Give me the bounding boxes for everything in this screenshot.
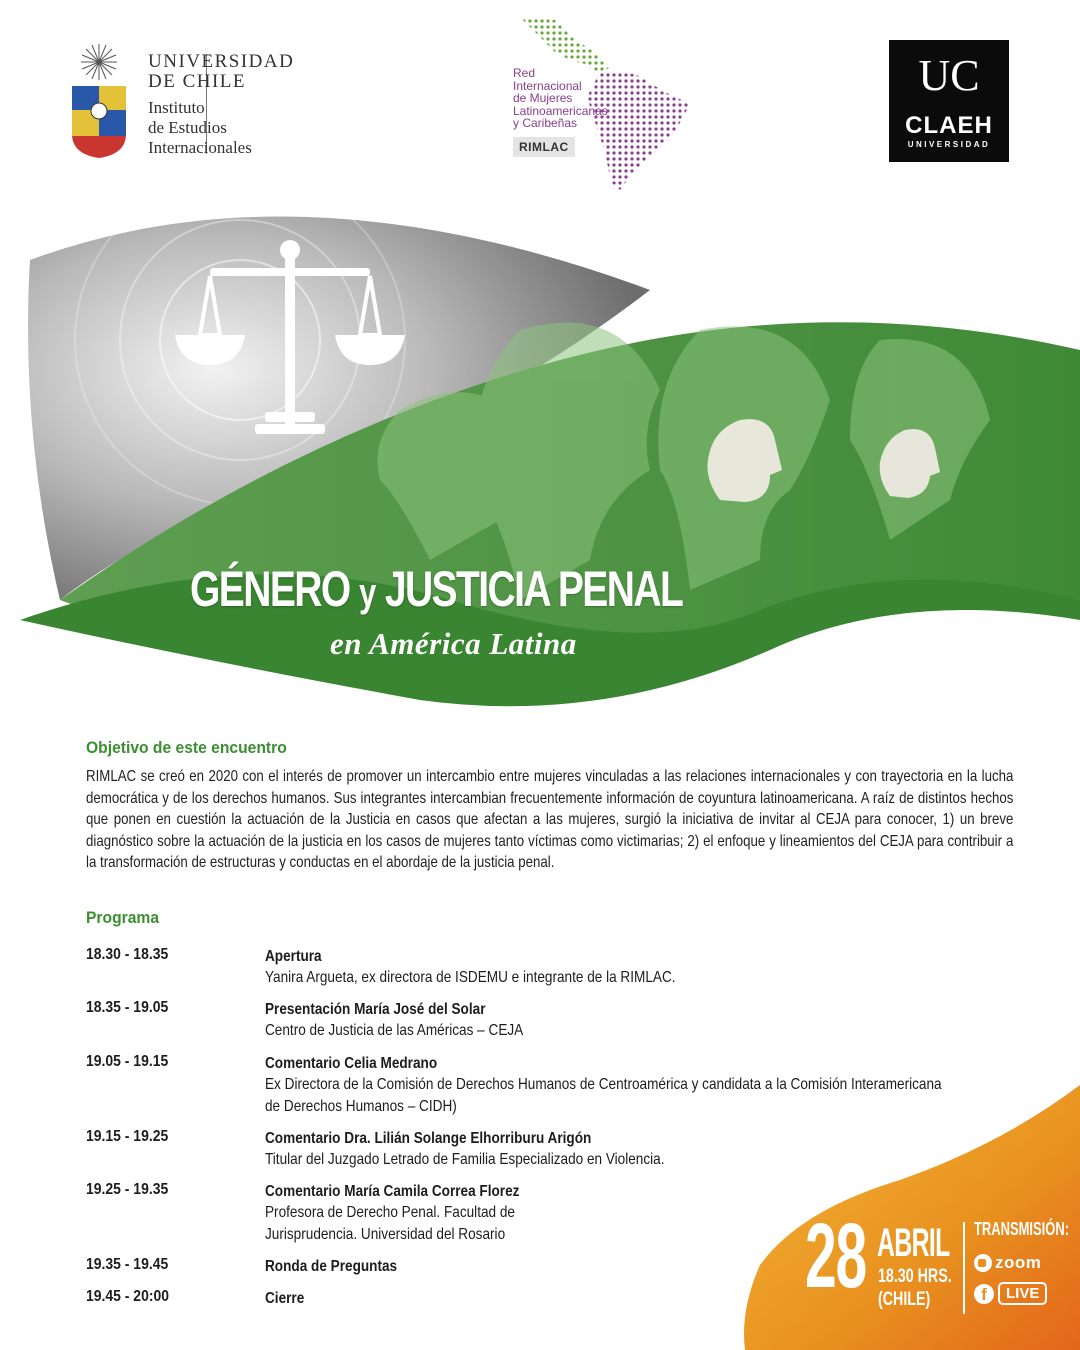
claeh-subtitle: UNIVERSIDAD (907, 140, 991, 149)
university-name (148, 52, 294, 92)
program-heading-text: Cierre (265, 1290, 305, 1307)
institute-name-line: Instituto (148, 98, 205, 117)
page-subtitle: en América Latina (330, 626, 577, 661)
objective-heading: Objetivo de este encuentro (86, 738, 287, 757)
universidad-de-chile-logo (70, 42, 310, 162)
rimlac-name-line: de Mujeres (513, 91, 573, 105)
claeh-name: CLAEH (905, 112, 993, 139)
program-description: Titular del Juzgado Letrado de Familia Especializado en Violencia. (265, 1151, 665, 1168)
zoom-icon (974, 1254, 992, 1272)
program-heading-text: Presentación María José del Solar (265, 1001, 486, 1018)
program-time: 18.30 - 18.35 (86, 946, 169, 963)
program-heading-text: Comentario Dra. Lilián Solange Elhorriburu Arigón (265, 1130, 592, 1147)
program-time: 19.35 - 19.45 (86, 1256, 169, 1273)
title-part-justicia: JUSTICIA PENAL (384, 561, 683, 617)
university-name-line: DE CHILE (148, 71, 247, 92)
title-part-genero: GÉNERO (190, 561, 350, 617)
program-time: 19.05 - 19.15 (86, 1053, 169, 1070)
program-description: Ex Directora de la Comisión de Derechos Humanos de Centroamérica y candidata a la Comisión Interamericana de Derechos Humanos – CIDH) (265, 1076, 942, 1115)
program-time: 19.15 - 19.25 (86, 1128, 169, 1145)
program-time: 18.35 - 19.05 (86, 999, 169, 1016)
claeh-logo (889, 40, 1009, 162)
university-seal-icon (70, 42, 128, 158)
event-hour: 18.30 HRS. (878, 1266, 952, 1287)
institute-name-line: Internacionales (148, 138, 252, 157)
rimlac-name-line: y Caribeñas (513, 116, 578, 130)
program-heading-text: Ronda de Preguntas (265, 1258, 398, 1275)
program-heading-text: Comentario María Camila Correa Florez (265, 1183, 520, 1200)
page-title (190, 560, 683, 618)
rimlac-name-line: Latinoamericanas (513, 103, 608, 118)
date-corner-shape (700, 1085, 1080, 1350)
date-divider (963, 1222, 965, 1314)
rimlac-name-line: Internacional (513, 78, 582, 93)
rimlac-badge: RIMLAC (513, 137, 575, 157)
institute-name (148, 98, 252, 158)
program-description: Centro de Justicia de las Américas – CEJA (265, 1022, 524, 1039)
program-heading: Programa (86, 908, 160, 927)
rimlac-name-line: Red (513, 66, 536, 80)
program-heading-text: Comentario Celia Medrano (265, 1055, 438, 1072)
event-day: 28 (805, 1205, 866, 1307)
zoom-link[interactable] (974, 1252, 1041, 1273)
facebook-icon: f (974, 1284, 994, 1304)
program-heading-text: Apertura (265, 948, 322, 965)
objective-body: RIMLAC se creó en 2020 con el interés de promover un intercambio entre mujeres vinculadas a las relaciones internacionales y con trayectoria en la lucha democrática y de los derechos humanos. Sus integrantes intercambian frecuentemente información de coyuntura latinoamericana. A raíz de distintos hechos que ponen en cuestión la actuación de la Justicia en casos que afectan a las mujeres, surgió la iniciativa de invitar al CEJA para conocer, 1) un breve diagnóstico sobre la actuación de la justicia en los casos de mujeres tanto víctimas como victimarias; 2) el enfoque y lineamientos del CEJA para contribuir a la transformación de estructuras y conductas en el abordaje de la justicia penal. (86, 768, 1014, 871)
live-label: LIVE (998, 1282, 1047, 1305)
university-name-line: UNIVERSIDAD (148, 51, 295, 72)
program-time: 19.45 - 20:00 (86, 1288, 169, 1305)
rimlac-logo (505, 12, 695, 192)
institute-name-line: de Estudios (148, 118, 227, 137)
program-description: Profesora de Derecho Penal. Facultad de Jurisprudencia. Universidad del Rosario (265, 1204, 515, 1243)
zoom-label: zoom (995, 1252, 1042, 1272)
facebook-live-link[interactable] (974, 1282, 1047, 1305)
event-month: ABRIL (877, 1221, 950, 1265)
rimlac-name (513, 67, 608, 130)
title-connector: y (358, 571, 376, 615)
transmission-label: TRANSMISIÓN: (974, 1219, 1070, 1239)
program-time: 19.25 - 19.35 (86, 1181, 169, 1198)
program-description: Yanira Argueta, ex directora de ISDEMU e integrante de la RIMLAC. (265, 969, 676, 986)
claeh-monogram: UC (918, 51, 980, 100)
event-country: (CHILE) (878, 1289, 931, 1310)
